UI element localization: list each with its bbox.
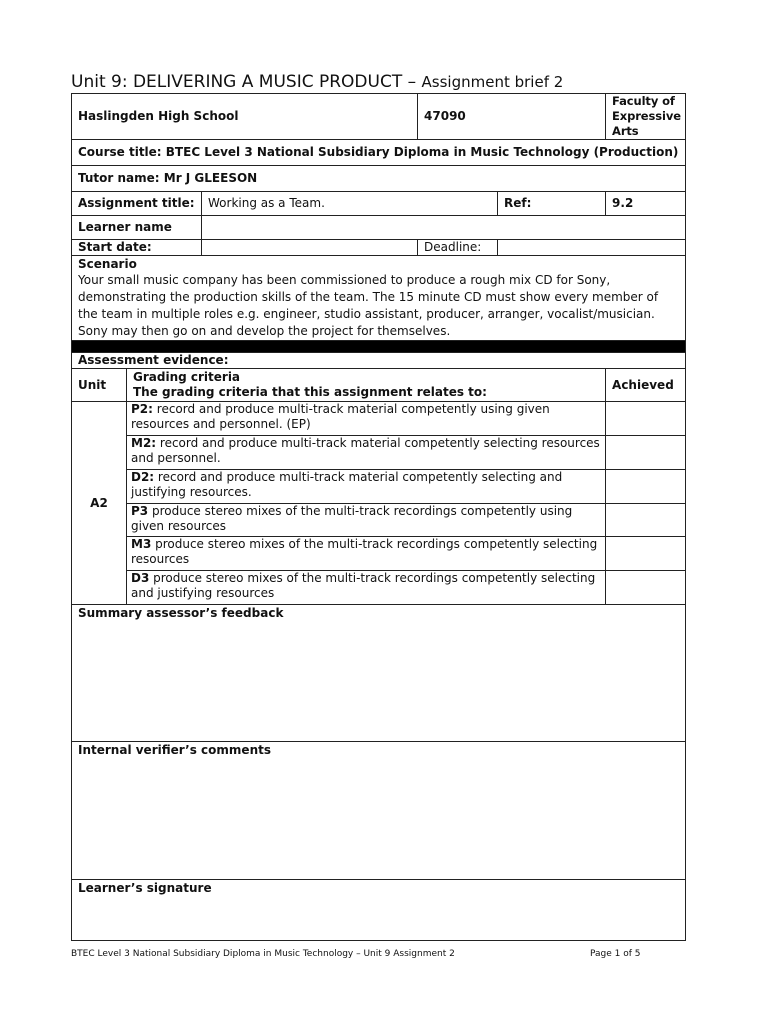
criterion-label: D3 bbox=[131, 571, 150, 585]
criterion-label: M3 bbox=[131, 537, 152, 551]
grading-criteria-header bbox=[127, 369, 606, 402]
criterion-text: produce stereo mixes of the multi-track recordings competently using given resources bbox=[131, 504, 573, 533]
achieved-checkbox-p3[interactable] bbox=[606, 504, 686, 537]
title-separator: – bbox=[402, 72, 422, 92]
criterion-label: P3 bbox=[131, 504, 149, 518]
course-title-cell: Course title: BTEC Level 3 National Subsidiary Diploma in Music Technology (Production) bbox=[72, 140, 686, 166]
criterion-p2 bbox=[127, 402, 606, 436]
achieved-checkbox-m2[interactable] bbox=[606, 436, 686, 470]
criterion-p3 bbox=[127, 504, 606, 537]
faculty-cell: Faculty of Expressive Arts bbox=[606, 94, 686, 140]
unit-column-header: Unit bbox=[72, 369, 127, 402]
scenario-heading: Scenario bbox=[78, 257, 137, 271]
achieved-column-header: Achieved bbox=[606, 369, 686, 402]
criterion-text: produce stereo mixes of the multi-track recordings competently selecting and justifying resources bbox=[131, 571, 596, 600]
ref-value: 9.2 bbox=[606, 192, 686, 216]
verifier-comments-box[interactable] bbox=[72, 742, 686, 880]
ref-label: Ref: bbox=[498, 192, 606, 216]
section-divider bbox=[72, 341, 686, 353]
assignment-brief-form bbox=[71, 93, 686, 941]
assignment-title-value: Working as a Team. bbox=[202, 192, 498, 216]
criterion-label: M2: bbox=[131, 436, 157, 450]
achieved-checkbox-m3[interactable] bbox=[606, 537, 686, 571]
achieved-checkbox-d3[interactable] bbox=[606, 571, 686, 605]
page-title bbox=[71, 72, 563, 92]
criterion-d3 bbox=[127, 571, 606, 605]
scenario-section bbox=[72, 256, 686, 341]
learner-name-label: Learner name bbox=[72, 216, 202, 240]
criterion-label: D2: bbox=[131, 470, 155, 484]
criterion-text: produce stereo mixes of the multi-track recordings competently selecting resources bbox=[131, 537, 598, 566]
tutor-name-cell: Tutor name: Mr J GLEESON bbox=[72, 166, 686, 192]
learner-signature-label: Learner’s signature bbox=[78, 881, 212, 895]
unit-title: Unit 9: DELIVERING A MUSIC PRODUCT bbox=[71, 72, 403, 92]
school-cell: Haslingden High School bbox=[72, 94, 418, 140]
criterion-label: P2: bbox=[131, 402, 153, 416]
criterion-m2 bbox=[127, 436, 606, 470]
deadline-label: Deadline: bbox=[418, 240, 498, 256]
unit-code-cell: A2 bbox=[72, 402, 127, 605]
criterion-text: record and produce multi-track material competently selecting resources and personnel. bbox=[131, 436, 600, 465]
assignment-title-label: Assignment title: bbox=[72, 192, 202, 216]
criterion-text: record and produce multi-track material competently using given resources and personnel. (EP) bbox=[131, 402, 550, 431]
criterion-d2 bbox=[127, 470, 606, 504]
learner-name-field[interactable] bbox=[202, 216, 686, 240]
deadline-field[interactable] bbox=[498, 240, 686, 256]
criterion-m3 bbox=[127, 537, 606, 571]
criterion-text: record and produce multi-track material competently selecting and justifying resources. bbox=[131, 470, 563, 499]
assessor-feedback-label: Summary assessor’s feedback bbox=[78, 606, 284, 620]
centre-code-cell: 47090 bbox=[418, 94, 606, 140]
verifier-comments-label: Internal verifier’s comments bbox=[78, 743, 271, 757]
assessment-evidence-heading: Assessment evidence: bbox=[72, 353, 686, 369]
grading-criteria-subtitle: The grading criteria that this assignment relates to: bbox=[133, 385, 487, 399]
start-date-label: Start date: bbox=[72, 240, 202, 256]
footer-page-number: Page 1 of 5 bbox=[590, 949, 641, 959]
learner-signature-box[interactable] bbox=[72, 880, 686, 941]
grading-criteria-title: Grading criteria bbox=[133, 370, 241, 384]
brief-title: Assignment brief 2 bbox=[421, 73, 564, 91]
achieved-checkbox-p2[interactable] bbox=[606, 402, 686, 436]
footer-course-text: BTEC Level 3 National Subsidiary Diploma in Music Technology – Unit 9 Assignment 2 bbox=[71, 949, 455, 959]
achieved-checkbox-d2[interactable] bbox=[606, 470, 686, 504]
start-date-field[interactable] bbox=[202, 240, 418, 256]
scenario-text: Your small music company has been commissioned to produce a rough mix CD for Sony, demonstrating the production skills of the team. The 15 minute CD must show every member of the team in multiple roles e.g. engineer, studio assistant, producer, arranger, vocalist/musician. Sony may then go on and develop the project for themselves. bbox=[78, 273, 659, 338]
assessor-feedback-box[interactable] bbox=[72, 605, 686, 742]
